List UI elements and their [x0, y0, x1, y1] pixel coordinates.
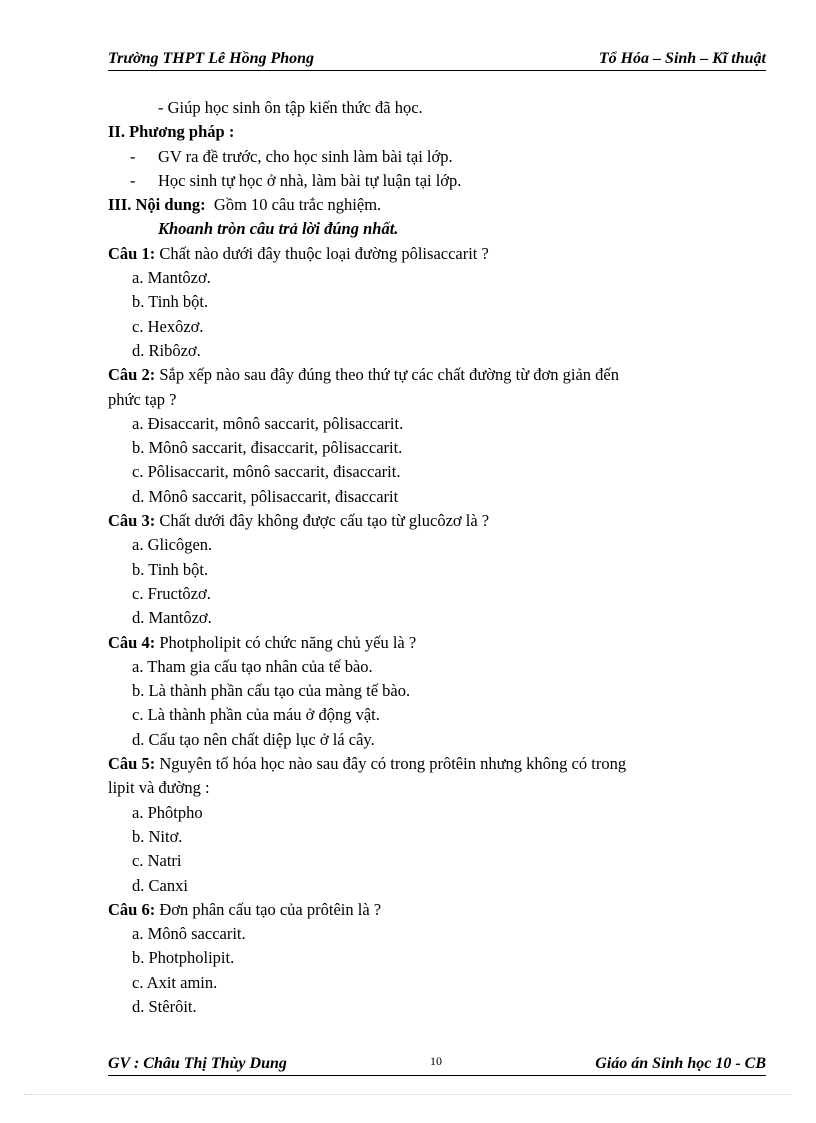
answer-option: c. Natri — [132, 851, 182, 871]
instruction: Khoanh tròn câu trả lời đúng nhất. — [158, 219, 399, 239]
answer-option: b. Tinh bột. — [132, 559, 209, 579]
answer-option: a. Mônô saccarit. — [132, 924, 246, 944]
question-3: Câu 3: Chất dưới đây không được cấu tạo từ glucôzơ là ? — [108, 511, 490, 531]
answer-option: c. Axit amin. — [132, 972, 218, 992]
answer-option: d. Canxi — [132, 875, 188, 895]
section-2-heading: II. Phương pháp : — [108, 122, 235, 142]
answer-option: b. Tinh bột. — [132, 292, 209, 312]
teacher-name: GV : Châu Thị Thùy Dung — [108, 1055, 287, 1072]
bullet-item: - GV ra đề trước, cho học sinh làm bài tại lớp. — [130, 146, 453, 166]
page-header — [108, 50, 766, 71]
answer-option: a. Đisaccarit, mônô saccarit, pôlisaccarit. — [132, 413, 404, 433]
answer-option: d. Mônô saccarit, pôlisaccarit, đisaccarit — [132, 486, 399, 506]
answer-option: d. Cấu tạo nên chất diệp lục ở lá cây. — [132, 729, 375, 749]
question-5-continuation: lipit và đường : — [108, 778, 210, 798]
answer-option: c. Là thành phần của máu ở động vật. — [132, 705, 380, 725]
department-name: Tổ Hóa – Sinh – Kĩ thuật — [598, 50, 766, 67]
answer-option: b. Mônô saccarit, đisaccarit, pôlisaccarit. — [132, 438, 403, 458]
intro-line: - Giúp học sinh ôn tập kiến thức đã học. — [158, 98, 423, 117]
answer-option: b. Là thành phần cấu tạo của màng tế bào. — [132, 681, 411, 701]
page-number: 10 — [430, 1054, 442, 1068]
question-2-continuation: phức tạp ? — [108, 389, 177, 409]
answer-option: c. Fructôzơ. — [132, 583, 211, 603]
question-5: Câu 5: Nguyên tố hóa học nào sau đây có trong prôtêin nhưng không có trong — [108, 754, 627, 774]
answer-option: a. Tham gia cấu tạo nhân của tế bào. — [132, 656, 373, 676]
course-title: Giáo án Sinh học 10 - CB — [595, 1055, 766, 1072]
question-6: Câu 6: Đơn phân cấu tạo của prôtêin là ? — [108, 899, 382, 919]
question-1: Câu 1: Chất nào dưới đây thuộc loại đường pôlisaccarit ? — [108, 243, 489, 263]
answer-option: c. Pôlisaccarit, mônô saccarit, đisaccarit. — [132, 462, 401, 482]
school-name: Trường THPT Lê Hồng Phong — [108, 50, 315, 67]
answer-option: c. Hexôzơ. — [132, 316, 204, 336]
question-4: Câu 4: Photpholipit có chức năng chủ yếu là ? — [108, 632, 417, 652]
page-footer — [108, 1055, 766, 1076]
answer-option: b. Photpholipit. — [132, 948, 235, 968]
answer-option: d. Stêrôit. — [132, 996, 197, 1016]
answer-option: d. Ribôzơ. — [132, 340, 201, 360]
answer-option: a. Phôtpho — [132, 802, 203, 822]
document-body — [108, 96, 768, 1019]
page-bottom-divider — [24, 1094, 792, 1095]
answer-option: b. Nitơ. — [132, 826, 183, 846]
question-2: Câu 2: Sắp xếp nào sau đây đúng theo thứ tự các chất đường từ đơn giản đến — [108, 365, 619, 385]
bullet-item: - Học sinh tự học ở nhà, làm bài tự luận tại lớp. — [130, 170, 462, 190]
answer-option: a. Glicôgen. — [132, 535, 213, 555]
answer-option: d. Mantôzơ. — [132, 608, 212, 628]
answer-option: a. Mantôzơ. — [132, 268, 211, 288]
section-3-heading: III. Nội dung: Gồm 10 câu trắc nghiệm. — [108, 195, 382, 215]
